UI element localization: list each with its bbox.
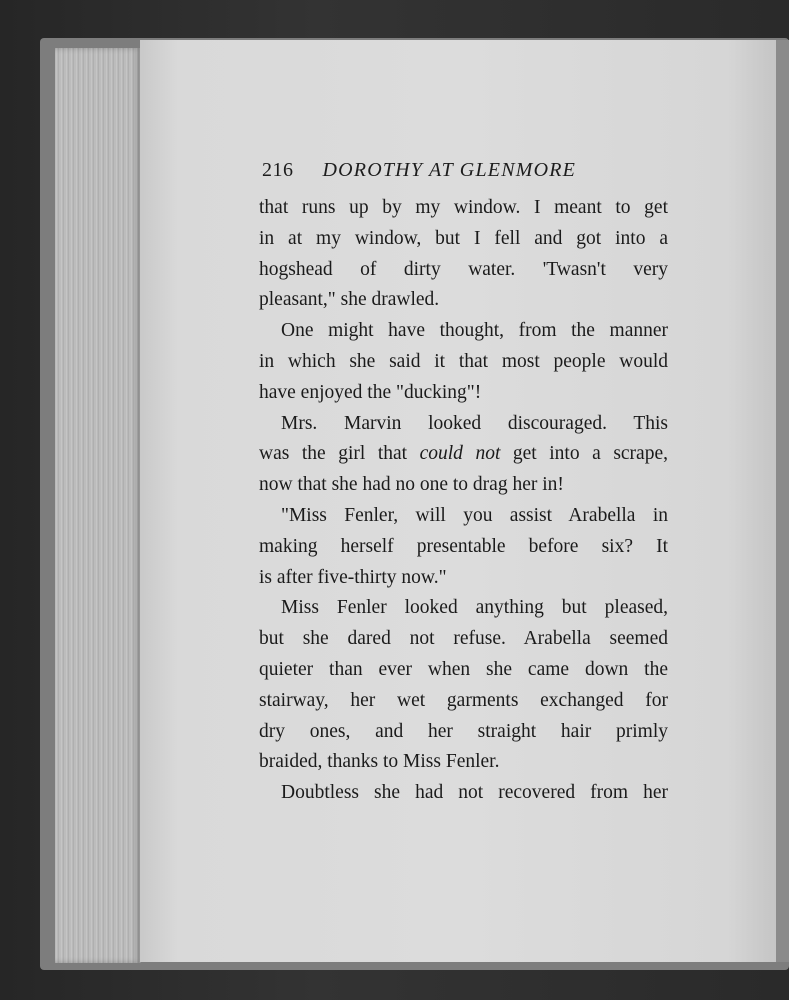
- text-line: in which she said it that most people would: [259, 350, 668, 372]
- text-line: that runs up by my window. I meant to get: [259, 197, 668, 218]
- text-line: now that she had no one to drag her in!: [259, 474, 564, 496]
- text-line: dry ones, and her straight hair primly: [259, 720, 668, 742]
- text-line: have enjoyed the "ducking"!: [259, 381, 482, 403]
- text-line: is after five-thirty now.": [259, 566, 447, 588]
- emphasized-text: could not: [419, 443, 501, 465]
- text-line-with-emphasis: [259, 439, 668, 470]
- text-line: quieter than ever when she came down the: [259, 658, 668, 680]
- running-header: [262, 157, 662, 183]
- page-edges: [55, 48, 141, 963]
- paragraph-start-line: One might have thought, from the manner: [281, 320, 668, 342]
- text-line: making herself presentable before six? It: [259, 535, 668, 557]
- text-fragment: get into a scrape,: [500, 443, 668, 465]
- paragraph-start-line: Miss Fenler looked anything but pleased,: [281, 597, 668, 619]
- text-line: stairway, her wet garments exchanged for: [259, 689, 668, 711]
- paragraph-start-line: Doubtless she had not recovered from her: [281, 782, 668, 804]
- text-fragment: was the girl that: [259, 443, 420, 465]
- paragraph-start-line: "Miss Fenler, will you assist Arabella in: [281, 504, 668, 526]
- paragraph-start-line: Mrs. Marvin looked discouraged. This: [281, 412, 668, 434]
- right-cover-edge: [776, 40, 789, 962]
- text-line: braided, thanks to Miss Fenler.: [259, 751, 500, 773]
- body-text: [259, 193, 668, 809]
- text-line: pleasant," she drawled.: [259, 289, 440, 311]
- text-line: hogshead of dirty water. 'Twasn't very: [259, 258, 668, 280]
- page-number: 216: [262, 159, 294, 181]
- text-line: but she dared not refuse. Arabella seemed: [259, 628, 668, 650]
- running-title: DOROTHY AT GLENMORE: [322, 159, 577, 181]
- text-line: in at my window, but I fell and got into a: [259, 227, 668, 249]
